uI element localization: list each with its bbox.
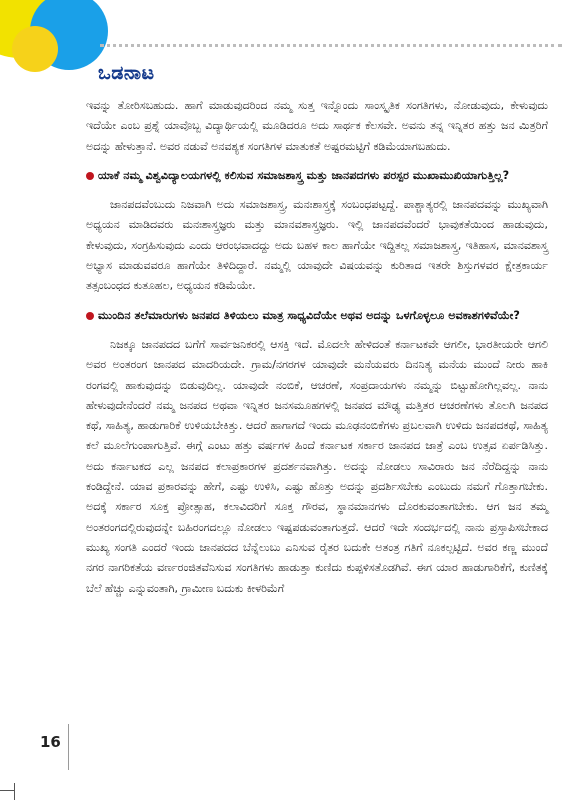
page-number: 16 xyxy=(40,733,61,751)
question-2 xyxy=(86,306,548,326)
question-2-text: ಮುಂದಿನ ತಲೆಮಾರುಗಳು ಜನಪದ ತಿಳಿಯಲು ಮಾತ್ರ ಸಾಧ್ಯವಿದೆಯೇ ಅಥವ ಅದನ್ನು ಒಳಗೊಳ್ಳಲೂ ಅವಕಾಶಗಳಿವೆಯೇ? xyxy=(98,308,520,322)
crop-mark-horizontal xyxy=(0,790,14,791)
red-bullet-icon xyxy=(86,172,94,180)
answer-2-paragraph: ನಿಜಕ್ಕೂ ಜಾನಪದದ ಬಗೆಗೆ ಸಾರ್ವಜನಿಕರಲ್ಲಿ ಆಸಕ್ತಿ ಇದೆ. ಮೊದಲೇ ಹೇಳಿದಂತೆ ಕರ್ನಾಟಕವೇ ಆಗಲೀ, ಭಾರತೀಯರೇ ಆಗಲಿ ಅವರ ಅಂತರಂಗ ಜಾನಪದ ಮಾದರಿಯದೇ. ಗ್ರಾಮ/ನಗರಗಳ ಯಾವುದೇ ಮನೆಯವರು ದಿನನಿತ್ಯ ಮನೆಯ ಮುಂದೆ ನೀರು ಹಾಕಿ ರಂಗವಲ್ಲಿ ಹಾಕುವುದನ್ನು ಬಿಡುವುದಿಲ್ಲ. ಯಾವುದೇ ನಂಬಿಕೆ, ಆಚರಣೆ, ಸಂಪ್ರದಾಯಗಳು ನಮ್ಮನ್ನು ಬಿಟ್ಟುಹೋಗಿಲ್ಲವಲ್ಲ. ನಾನು ಹೇಳುವುದೇನೆಂದರೆ ನಮ್ಮ ಜನಪದ ಅಥವಾ ಇನ್ನಿತರ ಜನಸಮೂಹಗಳಲ್ಲಿ ಜನಪದ ಮೌಢ್ಯ ಮತ್ತಿತರ ಆಚರಣೆಗಳು ತೊಲಗಿ ಜನಪದ ಕಥೆ, ಸಾಹಿತ್ಯ, ಹಾಡುಗಾರಿಕೆ ಉಳಿಯಬೇಕಿತ್ತು. ಆದರೆ ಹಾಗಾಗದೆ ಇಂದು ಮೂಢನಂಬಿಕೆಗಳು ಪ್ರಬಲವಾಗಿ ಉಳಿದು ಜನಪದಕಥೆ, ಸಾಹಿತ್ಯ ಕಲೆ ಮೂಲೆಗುಂಪಾಗುತ್ತಿವೆ. ಈಗ್ಗೆ ಎಂಟು ಹತ್ತು ವರ್ಷಗಳ ಹಿಂದೆ ಕರ್ನಾಟಕ ಸರ್ಕಾರ ಜಾನಪದ ಜಾತ್ರೆ ಎಂಬ ಉತ್ಸವ ಏರ್ಪಡಿಸಿತ್ತು. ಅದು ಕರ್ನಾಟಕದ ಎಲ್ಲ ಜನಪದ ಕಲಾಪ್ರಕಾರಗಳ ಪ್ರದರ್ಶನವಾಗಿತ್ತು. ಅದನ್ನು ನೋಡಲು ಸಾವಿರಾರು ಜನ ನೆರೆದಿದ್ದನ್ನು ನಾನು ಕಂಡಿದ್ದೇನೆ. ಯಾವ ಪ್ರಕಾರವನ್ನು ಹೇಗೆ, ಎಷ್ಟು ಉಳಿಸಿ, ಎಷ್ಟು ಹೊತ್ತು ಅದನ್ನು ಪ್ರದರ್ಶಿಸಬೇಕು ಎಂಬುದು ನಮಗೆ ಗೊತ್ತಾಗಬೇಕು. ಅದಕ್ಕೆ ಸರ್ಕಾರ ಸೂಕ್ತ ಪ್ರೋತ್ಸಾಹ, ಕಲಾವಿದರಿಗೆ ಸೂಕ್ತ ಗೌರವ, ಸ್ಥಾನಮಾನಗಳು ದೊರಕುವಂತಾಗಬೇಕು. ಆಗ ಜನ ತಮ್ಮ ಅಂತರಂಗದಲ್ಲಿರುವುದನ್ನೇ ಬಹಿರಂಗದಲ್ಲೂ ನೋಡಲು ಇಷ್ಟಪಡುವಂತಾಗುತ್ತದೆ. ಆದರೆ ಇದೇ ಸಂದರ್ಭದಲ್ಲಿ ನಾನು ಪ್ರಸ್ತಾಪಿಸಬೇಕಾದ ಮುಖ್ಯ ಸಂಗತಿ ಎಂದರೆ ಇಂದು ಜಾನಪದದ ಬೆನ್ನೆಲುಬು ಎನಿಸುವ ರೈತರ ಬದುಕೇ ಅತಂತ್ರ ಗತಿಗೆ ನೂಕಲ್ಪಟ್ಟಿದೆ. ಅವರ ಕಣ್ಣ ಮುಂದೆ ನಗರ ನಾಗರಿಕತೆಯ ವರ್ಣರಂಜಿತವೆನಿಸುವ ಸಂಗತಿಗಳು ಹಾಡುತ್ತಾ ಕುಣಿದು ಕುಪ್ಪಳಿಸತೊಡಗಿವೆ. ಈಗ ಯಾರ ಹಾಡುಗಾರಿಕೆಗೆ, ಕುಣಿತಕ್ಕೆ ಬೆಲೆ ಹೆಚ್ಚು ಎನ್ನುವಂತಾಗಿ, ಗ್ರಾಮೀಣ ಬದುಕು ಕೀಳರಿಮೆಗೆ xyxy=(86,337,548,595)
question-1 xyxy=(86,166,548,186)
red-bullet-icon xyxy=(86,312,94,320)
crop-mark-vertical xyxy=(14,783,15,800)
intro-paragraph: ಇವನ್ನು ತೋರಿಸಬಹುದು. ಹಾಗೆ ಮಾಡುವುದರಿಂದ ನಮ್ಮ ಸುತ್ತ ಇನ್ನೊಂದು ಸಾಂಸ್ಕೃತಿಕ ಸಂಗತಿಗಳು, ನೋಡುವುದು, ಕೇಳುವುದು ಇದೆಯೇ ಎಂಬ ಪ್ರಶ್ನೆ ಯಾವೊಬ್ಬ ವಿದ್ಯಾರ್ಥಿಯಲ್ಲಿ ಮೂಡಿದರೂ ಅದು ಸಾರ್ಥಕ ಕೆಲಸವೇ. ಅವನು ತನ್ನ ಇನ್ನಿತರ ಹತ್ತು ಜನ ಮಿತ್ರರಿಗೆ ಅದನ್ನು ಹೇಳುತ್ತಾನೆ. ಅವರ ನಡುವೆ ಅನವಶ್ಯಕ ಸಂಗತಿಗಳ ಮಾತುಕತೆ ಅಷ್ಟರಮಟ್ಟಿಗೆ ಕಡಿಮೆಯಾಗಬಹುದು. xyxy=(86,99,548,153)
question-1-text: ಯಾಕೆ ನಮ್ಮ ವಿಶ್ವವಿದ್ಯಾಲಯಗಳಲ್ಲಿ ಕಲಿಸುವ ಸಮಾಜಶಾಸ್ತ್ರ ಮತ್ತು ಜಾನಪದಗಳು ಪರಸ್ಪರ ಮುಖಾಮುಖಿಯಾಗುತ್ತಿಲ್ಲ? xyxy=(98,168,510,182)
answer-1-paragraph: ಜಾನಪದವೆಂಬುದು ನಿಜವಾಗಿ ಅದು ಸಮಾಜಶಾಸ್ತ್ರ, ಮನಃಶಾಸ್ತ್ರಕ್ಕೆ ಸಂಬಂಧಪಟ್ಟದ್ದೆ. ಪಾಶ್ಚಾತ್ಯರಲ್ಲಿ ಜಾನಪದವನ್ನು ಮುಖ್ಯವಾಗಿ ಅಧ್ಯಯನ ಮಾಡಿದವರು ಮನಃಶಾಸ್ತ್ರಜ್ಞರು ಮತ್ತು ಮಾನವಶಾಸ್ತ್ರಜ್ಞರು. ಇಲ್ಲಿ ಜಾನಪದವೆಂದರೆ ಭಾವುಕತೆಯಿಂದ ಹಾಡುವುದು, ಕೇಳುವುದು, ಸಂಗ್ರಹಿಸುವುದು ಎಂದು ಆರಂಭವಾದದ್ದು ಅದು ಬಹಳ ಕಾಲ ಹಾಗೆಯೇ ಇದ್ದಿತಲ್ಲ ಸಮಾಜಶಾಸ್ತ್ರ, ಇತಿಹಾಸ, ಮಾನವಶಾಸ್ತ್ರ ಅಭ್ಯಾಸ ಮಾಡುವವರೂ ಹಾಗೆಯೇ ತಿಳಿದಿದ್ದಾರೆ. ನಮ್ಮಲ್ಲಿ ಯಾವುದೇ ವಿಷಯವನ್ನು ಕುರಿತಾದ ಇತರೇ ಶಿಸ್ತುಗಳವರ ಕ್ಷೇತ್ರಕಾರ್ಯ ತತ್ಸಂಬಂಧದ ಕುತೂಹಲ, ಅಧ್ಯಯನ ಕಡಿಮೆಯೇ. xyxy=(86,198,548,293)
article-body xyxy=(86,96,548,599)
section-title: ಒಡನಾಟ xyxy=(98,62,155,84)
decorative-small-yellow-circle xyxy=(12,26,58,72)
header-dotted-rule xyxy=(100,44,562,47)
margin-rule xyxy=(68,724,69,770)
